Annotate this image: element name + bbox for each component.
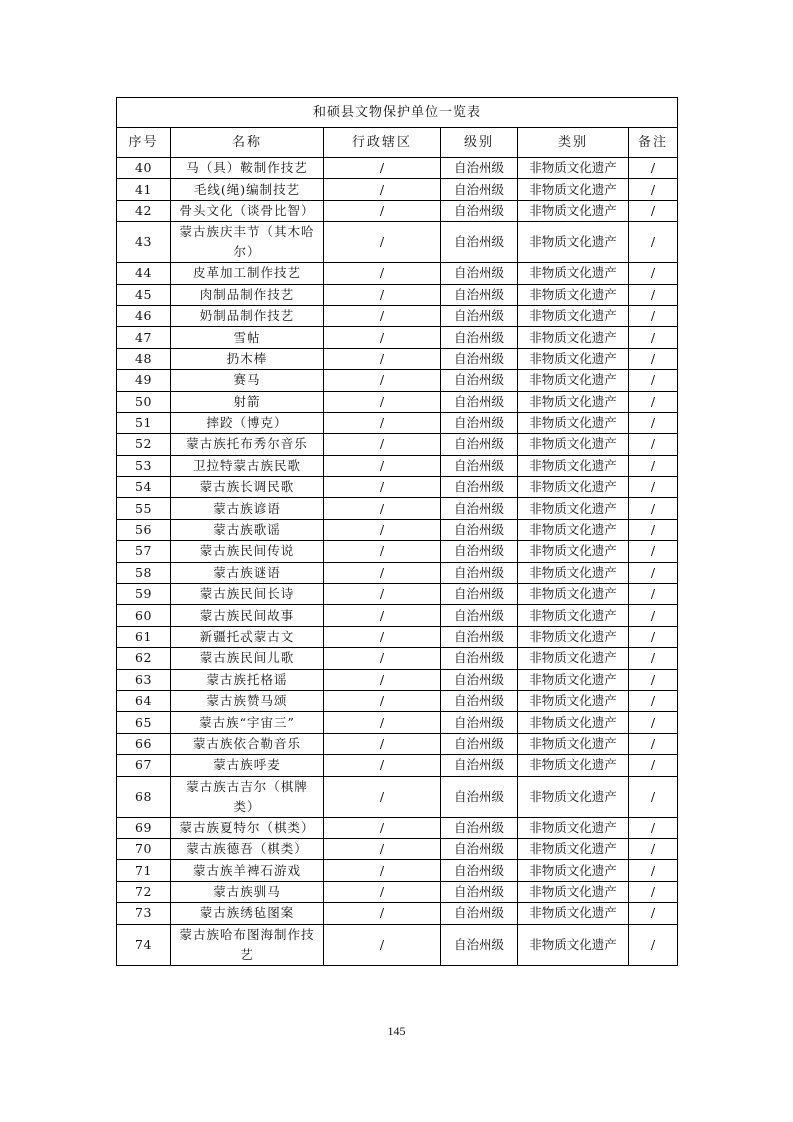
row-name-cell: 奶制品制作技艺 bbox=[171, 305, 324, 326]
row-remarks-cell: / bbox=[629, 755, 678, 776]
row-remarks-cell: / bbox=[629, 263, 678, 284]
row-index-cell: 50 bbox=[117, 391, 171, 412]
row-level-cell: 自治州级 bbox=[441, 838, 518, 859]
row-district-cell: / bbox=[324, 776, 441, 817]
row-remarks-cell: / bbox=[629, 924, 678, 965]
row-name-cell: 蒙古族德吾（棋类） bbox=[171, 838, 324, 859]
row-remarks-cell: / bbox=[629, 305, 678, 326]
row-district-cell: / bbox=[324, 348, 441, 369]
row-district-cell: / bbox=[324, 924, 441, 965]
row-index-cell: 53 bbox=[117, 455, 171, 476]
row-category-cell: 非物质文化遗产 bbox=[518, 158, 629, 179]
row-level-cell: 自治州级 bbox=[441, 477, 518, 498]
row-category-cell: 非物质文化遗产 bbox=[518, 327, 629, 348]
row-category-cell: 非物质文化遗产 bbox=[518, 903, 629, 924]
row-category-cell: 非物质文化遗产 bbox=[518, 562, 629, 583]
table-row bbox=[117, 519, 678, 540]
row-category-cell: 非物质文化遗产 bbox=[518, 370, 629, 391]
row-level-cell: 自治州级 bbox=[441, 284, 518, 305]
row-level-cell: 自治州级 bbox=[441, 327, 518, 348]
row-name-cell: 蒙古族羊裨石游戏 bbox=[171, 860, 324, 881]
row-remarks-cell: / bbox=[629, 838, 678, 859]
row-index-cell: 67 bbox=[117, 755, 171, 776]
row-district-cell: / bbox=[324, 305, 441, 326]
row-district-cell: / bbox=[324, 263, 441, 284]
row-index-cell: 60 bbox=[117, 605, 171, 626]
row-level-cell: 自治州级 bbox=[441, 669, 518, 690]
row-category-cell: 非物质文化遗产 bbox=[518, 755, 629, 776]
row-level-cell: 自治州级 bbox=[441, 881, 518, 902]
row-level-cell: 自治州级 bbox=[441, 370, 518, 391]
row-remarks-cell: / bbox=[629, 690, 678, 711]
row-remarks-cell: / bbox=[629, 370, 678, 391]
row-category-cell: 非物质文化遗产 bbox=[518, 712, 629, 733]
row-index-cell: 48 bbox=[117, 348, 171, 369]
row-index-cell: 44 bbox=[117, 263, 171, 284]
row-remarks-cell: / bbox=[629, 881, 678, 902]
row-index-cell: 68 bbox=[117, 776, 171, 817]
row-category-cell: 非物质文化遗产 bbox=[518, 924, 629, 965]
page-number: 145 bbox=[387, 1024, 406, 1038]
row-level-cell: 自治州级 bbox=[441, 200, 518, 221]
row-district-cell: / bbox=[324, 860, 441, 881]
row-category-cell: 非物质文化遗产 bbox=[518, 348, 629, 369]
row-district-cell: / bbox=[324, 477, 441, 498]
row-category-cell: 非物质文化遗产 bbox=[518, 477, 629, 498]
header-cell-index: 序号 bbox=[117, 128, 171, 158]
row-district-cell: / bbox=[324, 755, 441, 776]
table-row bbox=[117, 648, 678, 669]
row-level-cell: 自治州级 bbox=[441, 348, 518, 369]
table-row bbox=[117, 690, 678, 711]
row-index-cell: 43 bbox=[117, 222, 171, 263]
table-row bbox=[117, 200, 678, 221]
table-row bbox=[117, 755, 678, 776]
row-district-cell: / bbox=[324, 284, 441, 305]
table-row bbox=[117, 284, 678, 305]
table-row bbox=[117, 541, 678, 562]
row-category-cell: 非物质文化遗产 bbox=[518, 584, 629, 605]
row-name-cell: 蒙古族古吉尔（棋牌类） bbox=[171, 776, 324, 817]
row-index-cell: 74 bbox=[117, 924, 171, 965]
table-row bbox=[117, 669, 678, 690]
table-row bbox=[117, 222, 678, 263]
row-remarks-cell: / bbox=[629, 200, 678, 221]
header-cell-district: 行政辖区 bbox=[324, 128, 441, 158]
row-index-cell: 56 bbox=[117, 519, 171, 540]
row-name-cell: 新疆托忒蒙古文 bbox=[171, 626, 324, 647]
row-district-cell: / bbox=[324, 391, 441, 412]
row-category-cell: 非物质文化遗产 bbox=[518, 284, 629, 305]
row-remarks-cell: / bbox=[629, 669, 678, 690]
row-level-cell: 自治州级 bbox=[441, 222, 518, 263]
row-index-cell: 70 bbox=[117, 838, 171, 859]
row-level-cell: 自治州级 bbox=[441, 626, 518, 647]
row-name-cell: 蒙古族夏特尔（棋类） bbox=[171, 817, 324, 838]
row-category-cell: 非物质文化遗产 bbox=[518, 498, 629, 519]
table-row bbox=[117, 348, 678, 369]
row-remarks-cell: / bbox=[629, 158, 678, 179]
row-district-cell: / bbox=[324, 519, 441, 540]
row-index-cell: 71 bbox=[117, 860, 171, 881]
row-category-cell: 非物质文化遗产 bbox=[518, 541, 629, 562]
row-name-cell: 蒙古族依合勒音乐 bbox=[171, 733, 324, 754]
table-row bbox=[117, 391, 678, 412]
row-index-cell: 61 bbox=[117, 626, 171, 647]
row-district-cell: / bbox=[324, 584, 441, 605]
row-district-cell: / bbox=[324, 903, 441, 924]
row-district-cell: / bbox=[324, 200, 441, 221]
row-district-cell: / bbox=[324, 562, 441, 583]
row-remarks-cell: / bbox=[629, 541, 678, 562]
table-row bbox=[117, 562, 678, 583]
row-level-cell: 自治州级 bbox=[441, 305, 518, 326]
row-name-cell: 蒙古族绣毡图案 bbox=[171, 903, 324, 924]
row-remarks-cell: / bbox=[629, 605, 678, 626]
row-level-cell: 自治州级 bbox=[441, 605, 518, 626]
row-level-cell: 自治州级 bbox=[441, 690, 518, 711]
row-name-cell: 蒙古族民间长诗 bbox=[171, 584, 324, 605]
row-remarks-cell: / bbox=[629, 712, 678, 733]
row-category-cell: 非物质文化遗产 bbox=[518, 733, 629, 754]
row-index-cell: 66 bbox=[117, 733, 171, 754]
row-category-cell: 非物质文化遗产 bbox=[518, 690, 629, 711]
row-index-cell: 45 bbox=[117, 284, 171, 305]
row-category-cell: 非物质文化遗产 bbox=[518, 222, 629, 263]
row-index-cell: 57 bbox=[117, 541, 171, 562]
row-name-cell: 蒙古族谜语 bbox=[171, 562, 324, 583]
row-index-cell: 62 bbox=[117, 648, 171, 669]
table-row bbox=[117, 924, 678, 965]
row-remarks-cell: / bbox=[629, 562, 678, 583]
table-row bbox=[117, 584, 678, 605]
row-district-cell: / bbox=[324, 690, 441, 711]
row-category-cell: 非物质文化遗产 bbox=[518, 434, 629, 455]
row-name-cell: 扔木棒 bbox=[171, 348, 324, 369]
table-row bbox=[117, 498, 678, 519]
table-row bbox=[117, 158, 678, 179]
row-index-cell: 47 bbox=[117, 327, 171, 348]
table-body bbox=[117, 158, 678, 966]
row-category-cell: 非物质文化遗产 bbox=[518, 179, 629, 200]
row-district-cell: / bbox=[324, 158, 441, 179]
row-index-cell: 55 bbox=[117, 498, 171, 519]
row-index-cell: 46 bbox=[117, 305, 171, 326]
row-index-cell: 58 bbox=[117, 562, 171, 583]
row-category-cell: 非物质文化遗产 bbox=[518, 838, 629, 859]
row-name-cell: 骨头文化（谈骨比智） bbox=[171, 200, 324, 221]
row-remarks-cell: / bbox=[629, 498, 678, 519]
row-remarks-cell: / bbox=[629, 648, 678, 669]
row-name-cell: 蒙古族谚语 bbox=[171, 498, 324, 519]
row-remarks-cell: / bbox=[629, 412, 678, 433]
row-category-cell: 非物质文化遗产 bbox=[518, 455, 629, 476]
row-district-cell: / bbox=[324, 712, 441, 733]
table-row bbox=[117, 327, 678, 348]
row-name-cell: 蒙古族长调民歌 bbox=[171, 477, 324, 498]
row-category-cell: 非物质文化遗产 bbox=[518, 669, 629, 690]
row-index-cell: 42 bbox=[117, 200, 171, 221]
row-index-cell: 69 bbox=[117, 817, 171, 838]
header-cell-remarks: 备注 bbox=[629, 128, 678, 158]
row-remarks-cell: / bbox=[629, 776, 678, 817]
row-name-cell: 蒙古族托格谣 bbox=[171, 669, 324, 690]
table-row bbox=[117, 881, 678, 902]
table-row bbox=[117, 412, 678, 433]
table-row bbox=[117, 477, 678, 498]
row-name-cell: 射箭 bbox=[171, 391, 324, 412]
row-category-cell: 非物质文化遗产 bbox=[518, 391, 629, 412]
row-name-cell: 蒙古族民间儿歌 bbox=[171, 648, 324, 669]
row-index-cell: 72 bbox=[117, 881, 171, 902]
row-level-cell: 自治州级 bbox=[441, 412, 518, 433]
row-level-cell: 自治州级 bbox=[441, 158, 518, 179]
header-cell-category: 类别 bbox=[518, 128, 629, 158]
row-level-cell: 自治州级 bbox=[441, 391, 518, 412]
row-district-cell: / bbox=[324, 626, 441, 647]
row-remarks-cell: / bbox=[629, 733, 678, 754]
row-category-cell: 非物质文化遗产 bbox=[518, 626, 629, 647]
row-name-cell: 雪帖 bbox=[171, 327, 324, 348]
row-level-cell: 自治州级 bbox=[441, 584, 518, 605]
row-remarks-cell: / bbox=[629, 860, 678, 881]
row-name-cell: 赛马 bbox=[171, 370, 324, 391]
row-name-cell: 摔跤（博克） bbox=[171, 412, 324, 433]
row-index-cell: 51 bbox=[117, 412, 171, 433]
row-index-cell: 73 bbox=[117, 903, 171, 924]
row-category-cell: 非物质文化遗产 bbox=[518, 305, 629, 326]
row-district-cell: / bbox=[324, 669, 441, 690]
table-row bbox=[117, 860, 678, 881]
row-remarks-cell: / bbox=[629, 626, 678, 647]
row-level-cell: 自治州级 bbox=[441, 562, 518, 583]
row-remarks-cell: / bbox=[629, 817, 678, 838]
table-row bbox=[117, 776, 678, 817]
row-remarks-cell: / bbox=[629, 348, 678, 369]
row-level-cell: 自治州级 bbox=[441, 776, 518, 817]
row-category-cell: 非物质文化遗产 bbox=[518, 412, 629, 433]
row-remarks-cell: / bbox=[629, 477, 678, 498]
row-remarks-cell: / bbox=[629, 434, 678, 455]
table-row bbox=[117, 605, 678, 626]
row-category-cell: 非物质文化遗产 bbox=[518, 200, 629, 221]
row-name-cell: 蒙古族民间故事 bbox=[171, 605, 324, 626]
row-index-cell: 52 bbox=[117, 434, 171, 455]
row-category-cell: 非物质文化遗产 bbox=[518, 776, 629, 817]
header-cell-level: 级别 bbox=[441, 128, 518, 158]
row-name-cell: 蒙古族歌谣 bbox=[171, 519, 324, 540]
row-remarks-cell: / bbox=[629, 519, 678, 540]
row-level-cell: 自治州级 bbox=[441, 733, 518, 754]
row-level-cell: 自治州级 bbox=[441, 924, 518, 965]
row-index-cell: 54 bbox=[117, 477, 171, 498]
row-category-cell: 非物质文化遗产 bbox=[518, 881, 629, 902]
row-district-cell: / bbox=[324, 838, 441, 859]
row-index-cell: 64 bbox=[117, 690, 171, 711]
row-index-cell: 40 bbox=[117, 158, 171, 179]
row-category-cell: 非物质文化遗产 bbox=[518, 648, 629, 669]
row-level-cell: 自治州级 bbox=[441, 860, 518, 881]
row-district-cell: / bbox=[324, 434, 441, 455]
row-remarks-cell: / bbox=[629, 455, 678, 476]
row-level-cell: 自治州级 bbox=[441, 179, 518, 200]
table-row bbox=[117, 626, 678, 647]
row-remarks-cell: / bbox=[629, 284, 678, 305]
row-district-cell: / bbox=[324, 733, 441, 754]
table-title: 和硕县文物保护单位一览表 bbox=[117, 98, 678, 128]
row-name-cell: 肉制品制作技艺 bbox=[171, 284, 324, 305]
row-level-cell: 自治州级 bbox=[441, 648, 518, 669]
row-name-cell: 毛线(绳)编制技艺 bbox=[171, 179, 324, 200]
heritage-table-container bbox=[116, 97, 677, 966]
row-category-cell: 非物质文化遗产 bbox=[518, 519, 629, 540]
row-remarks-cell: / bbox=[629, 584, 678, 605]
row-category-cell: 非物质文化遗产 bbox=[518, 860, 629, 881]
row-name-cell: 马（具）鞍制作技艺 bbox=[171, 158, 324, 179]
row-district-cell: / bbox=[324, 605, 441, 626]
row-name-cell: 皮革加工制作技艺 bbox=[171, 263, 324, 284]
row-district-cell: / bbox=[324, 648, 441, 669]
header-cell-name: 名称 bbox=[171, 128, 324, 158]
table-row bbox=[117, 263, 678, 284]
row-level-cell: 自治州级 bbox=[441, 817, 518, 838]
row-index-cell: 63 bbox=[117, 669, 171, 690]
row-level-cell: 自治州级 bbox=[441, 541, 518, 562]
heritage-table bbox=[116, 97, 678, 966]
row-district-cell: / bbox=[324, 327, 441, 348]
row-district-cell: / bbox=[324, 498, 441, 519]
row-category-cell: 非物质文化遗产 bbox=[518, 817, 629, 838]
row-name-cell: 蒙古族民间传说 bbox=[171, 541, 324, 562]
row-remarks-cell: / bbox=[629, 179, 678, 200]
row-district-cell: / bbox=[324, 817, 441, 838]
row-index-cell: 41 bbox=[117, 179, 171, 200]
row-level-cell: 自治州级 bbox=[441, 903, 518, 924]
row-index-cell: 65 bbox=[117, 712, 171, 733]
row-remarks-cell: / bbox=[629, 903, 678, 924]
row-level-cell: 自治州级 bbox=[441, 498, 518, 519]
table-title-row bbox=[117, 98, 678, 128]
row-level-cell: 自治州级 bbox=[441, 755, 518, 776]
row-district-cell: / bbox=[324, 222, 441, 263]
row-district-cell: / bbox=[324, 541, 441, 562]
row-level-cell: 自治州级 bbox=[441, 434, 518, 455]
row-index-cell: 59 bbox=[117, 584, 171, 605]
row-remarks-cell: / bbox=[629, 391, 678, 412]
table-row bbox=[117, 817, 678, 838]
table-row bbox=[117, 903, 678, 924]
row-remarks-cell: / bbox=[629, 327, 678, 348]
row-name-cell: 蒙古族托布秀尔音乐 bbox=[171, 434, 324, 455]
row-district-cell: / bbox=[324, 412, 441, 433]
row-category-cell: 非物质文化遗产 bbox=[518, 263, 629, 284]
row-level-cell: 自治州级 bbox=[441, 263, 518, 284]
row-name-cell: 蒙古族庆丰节（其木哈尔） bbox=[171, 222, 324, 263]
table-row bbox=[117, 305, 678, 326]
table-row bbox=[117, 179, 678, 200]
table-row bbox=[117, 712, 678, 733]
row-name-cell: 蒙古族赞马颂 bbox=[171, 690, 324, 711]
row-district-cell: / bbox=[324, 370, 441, 391]
table-row bbox=[117, 733, 678, 754]
row-name-cell: 卫拉特蒙古族民歌 bbox=[171, 455, 324, 476]
table-header-row bbox=[117, 128, 678, 158]
table-row bbox=[117, 434, 678, 455]
row-name-cell: 蒙古族哈布图海制作技艺 bbox=[171, 924, 324, 965]
row-level-cell: 自治州级 bbox=[441, 519, 518, 540]
table-row bbox=[117, 838, 678, 859]
row-category-cell: 非物质文化遗产 bbox=[518, 605, 629, 626]
row-level-cell: 自治州级 bbox=[441, 712, 518, 733]
row-name-cell: 蒙古族呼麦 bbox=[171, 755, 324, 776]
row-index-cell: 49 bbox=[117, 370, 171, 391]
row-remarks-cell: / bbox=[629, 222, 678, 263]
row-level-cell: 自治州级 bbox=[441, 455, 518, 476]
row-district-cell: / bbox=[324, 881, 441, 902]
table-row bbox=[117, 370, 678, 391]
row-name-cell: 蒙古族“宇宙三” bbox=[171, 712, 324, 733]
row-district-cell: / bbox=[324, 455, 441, 476]
table-row bbox=[117, 455, 678, 476]
row-name-cell: 蒙古族驯马 bbox=[171, 881, 324, 902]
row-district-cell: / bbox=[324, 179, 441, 200]
